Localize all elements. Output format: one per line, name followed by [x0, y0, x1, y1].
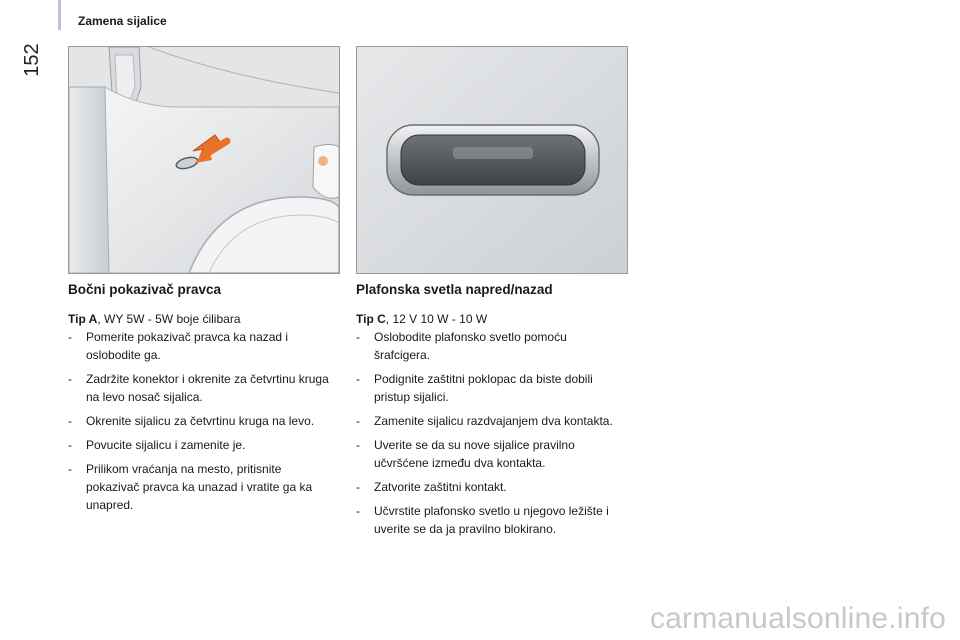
ceiling-lamp-illustration: [356, 46, 628, 274]
instruction-step: - Okrenite sijalicu za četvrtinu kruga na levo.: [68, 414, 315, 428]
list-dash: -: [68, 462, 72, 476]
list-dash: -: [68, 438, 72, 452]
side-indicator-section: [68, 282, 336, 520]
watermark: carmanualsonline.info: [649, 602, 946, 635]
list-dash: -: [356, 480, 360, 494]
instruction-step: - Uverite se da su nove sijalice pravilno učvršćene između dva kontakta.: [356, 438, 575, 470]
page-number: 152: [21, 43, 43, 77]
instruction-step: - Zatvorite zaštitni kontakt.: [356, 480, 507, 494]
instruction-step: - Zamenite sijalicu razdvajanjem dva kontakta.: [356, 414, 613, 428]
instruction-step: - Prilikom vraćanja na mesto, pritisnite pokazivač pravca ka unazad i vratite ga ka unapred.: [68, 462, 313, 512]
bulb-type: [68, 311, 336, 327]
instruction-step: - Oslobodite plafonsko svetlo pomoću šrafcigera.: [356, 330, 567, 362]
van-side-drawing: [69, 47, 339, 273]
chapter-side-bar: [58, 0, 61, 30]
instruction-step: - Povucite sijalicu i zamenite je.: [68, 438, 246, 452]
bulb-type-label: Tip C: [356, 312, 386, 326]
list-dash: -: [356, 330, 360, 344]
instruction-step: - Učvrstite plafonsko svetlo u njegovo ležište i uverite se da ja pravilno blokirano.: [356, 504, 609, 536]
list-dash: -: [356, 414, 360, 428]
instruction-step: - Pomerite pokazivač pravca ka nazad i oslobodite ga.: [68, 330, 289, 362]
chapter-title: Zamena sijalice: [78, 14, 167, 28]
section-heading: Bočni pokazivač pravca: [68, 282, 222, 297]
list-dash: -: [68, 330, 72, 344]
ceiling-lamp-drawing: [357, 47, 627, 273]
list-dash: -: [356, 438, 360, 452]
list-dash: -: [68, 372, 72, 386]
bulb-type: [356, 311, 624, 327]
section-heading: Plafonska svetla napred/nazad: [356, 282, 553, 297]
side-indicator-illustration: [68, 46, 340, 274]
list-dash: -: [68, 414, 72, 428]
bulb-type-value: , WY 5W - 5W boje ćilibara: [97, 312, 241, 326]
instruction-step: - Podignite zaštitni poklopac da biste dobili pristup sijalici.: [356, 372, 593, 404]
list-dash: -: [356, 372, 360, 386]
instruction-list: [356, 328, 624, 538]
bulb-type-value: , 12 V 10 W - 10 W: [385, 312, 488, 326]
bulb-type-label: Tip A: [68, 312, 98, 326]
ceiling-lamp-section: [356, 282, 624, 544]
instruction-step: - Zadržite konektor i okrenite za četvrtinu kruga na levo nosač sijalica.: [68, 372, 329, 404]
instruction-list: [68, 328, 336, 514]
list-dash: -: [356, 504, 360, 518]
